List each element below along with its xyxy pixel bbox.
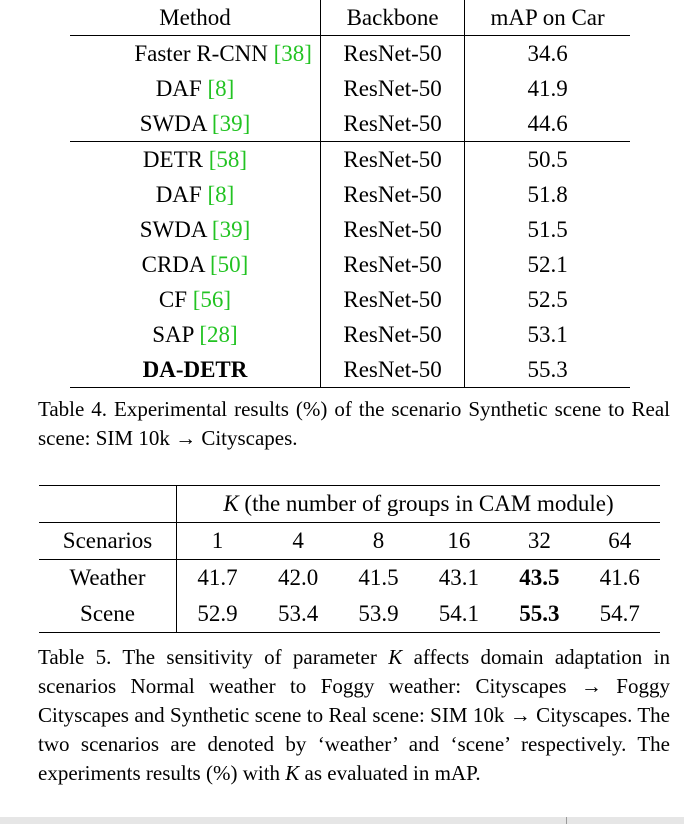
table-row bbox=[70, 352, 630, 388]
method-cell bbox=[70, 142, 320, 178]
method-cell bbox=[70, 36, 320, 72]
citation-link[interactable]: [50] bbox=[210, 251, 249, 277]
row-label-weather: Weather bbox=[39, 560, 177, 597]
method-name: SAP bbox=[152, 321, 194, 347]
table-row bbox=[70, 71, 630, 106]
citation-link[interactable]: [28] bbox=[199, 321, 238, 347]
citation-link[interactable]: [39] bbox=[211, 110, 251, 136]
caption-part-a: Table 5. The sensitivity of parameter bbox=[38, 645, 389, 669]
table-row bbox=[70, 247, 630, 282]
table-row bbox=[70, 177, 630, 212]
citation-link[interactable]: [38] bbox=[273, 40, 312, 66]
citation-link[interactable]: [58] bbox=[208, 146, 248, 172]
caption-part-c: as evaluated in mAP. bbox=[299, 761, 481, 785]
table-row bbox=[70, 106, 630, 142]
k-value-cell: 16 bbox=[419, 523, 499, 560]
value-cell: 54.7 bbox=[580, 596, 660, 633]
map-cell: 53.1 bbox=[527, 321, 568, 347]
citation-link[interactable]: [8] bbox=[207, 75, 235, 101]
method-name: Faster R-CNN bbox=[134, 40, 268, 66]
k-header-text: (the number of groups in CAM module) bbox=[244, 491, 614, 516]
method-name: DETR bbox=[142, 146, 203, 172]
value-cell: 43.1 bbox=[438, 565, 480, 590]
backbone-cell: ResNet-50 bbox=[320, 177, 464, 212]
method-name: DA-DETR bbox=[142, 356, 248, 382]
value-cell: 52.9 bbox=[177, 596, 258, 633]
method-cell bbox=[70, 177, 320, 212]
k-value-cell: 1 bbox=[177, 523, 258, 560]
backbone-cell: ResNet-50 bbox=[320, 247, 464, 282]
page-bottom-divider bbox=[566, 817, 567, 824]
method-name: CF bbox=[158, 286, 188, 312]
method-cell bbox=[70, 282, 320, 317]
caption-k-1: K bbox=[388, 645, 403, 669]
map-cell: 50.5 bbox=[465, 142, 630, 178]
citation-link[interactable]: [56] bbox=[192, 286, 232, 312]
scenarios-label: Scenarios bbox=[39, 523, 177, 560]
value-cell: 43.5 bbox=[519, 565, 560, 590]
map-cell: 34.6 bbox=[527, 40, 568, 66]
table-4-caption: Table 4. Experimental results (%) of the scenario Synthetic scene to Real scene: SIM 10k → Cityscapes. bbox=[38, 397, 670, 450]
map-cell: 52.1 bbox=[527, 251, 568, 277]
k-value-cell: 64 bbox=[580, 523, 660, 560]
value-cell: 55.3 bbox=[499, 596, 579, 633]
corner-cell bbox=[39, 486, 177, 523]
k-symbol: K bbox=[223, 491, 239, 516]
method-cell bbox=[70, 317, 320, 352]
map-cell: 51.8 bbox=[527, 181, 568, 207]
citation-link[interactable]: [8] bbox=[207, 181, 235, 207]
table-row bbox=[70, 142, 630, 178]
table-row bbox=[70, 317, 630, 352]
method-cell bbox=[70, 352, 320, 388]
map-cell: 44.6 bbox=[527, 110, 568, 136]
map-cell: 55.3 bbox=[465, 352, 630, 388]
k-value-cell: 32 bbox=[499, 523, 579, 560]
backbone-cell: ResNet-50 bbox=[320, 317, 464, 352]
map-cell: 51.5 bbox=[527, 216, 568, 242]
citation-link[interactable]: [39] bbox=[211, 216, 251, 242]
caption-k-2: K bbox=[285, 761, 300, 785]
table-row bbox=[70, 36, 630, 72]
method-name: DAF bbox=[155, 75, 202, 101]
value-cell: 53.9 bbox=[338, 596, 418, 633]
value-cell: 53.4 bbox=[258, 596, 338, 633]
method-cell bbox=[70, 247, 320, 282]
row-label-scene: Scene bbox=[39, 596, 177, 633]
value-cell: 42.0 bbox=[277, 565, 319, 590]
backbone-cell: ResNet-50 bbox=[320, 36, 464, 72]
backbone-cell: ResNet-50 bbox=[320, 282, 464, 317]
k-header bbox=[177, 486, 661, 523]
value-cell: 54.1 bbox=[419, 596, 499, 633]
header-map: mAP on Car bbox=[465, 0, 630, 36]
method-cell bbox=[70, 71, 320, 106]
header-method: Method bbox=[70, 0, 320, 36]
backbone-cell: ResNet-50 bbox=[320, 106, 464, 142]
value-cell: 41.7 bbox=[197, 565, 238, 590]
backbone-cell: ResNet-50 bbox=[320, 352, 464, 388]
value-cell: 41.6 bbox=[599, 565, 640, 590]
table-5 bbox=[39, 485, 660, 633]
k-value-cell: 4 bbox=[258, 523, 338, 560]
page-bottom-bar bbox=[0, 817, 684, 824]
table-5-caption bbox=[38, 643, 670, 788]
method-name: SWDA bbox=[139, 110, 207, 136]
method-name: DAF bbox=[155, 181, 202, 207]
backbone-cell: ResNet-50 bbox=[320, 71, 464, 106]
map-cell: 52.5 bbox=[527, 286, 568, 312]
table-row bbox=[70, 282, 630, 317]
method-cell bbox=[70, 212, 320, 247]
caption-part-b: affects domain adaptation in scenarios Normal weather to Foggy weather: Cityscapes → Foggy Cityscapes and Synthetic scene to Real scene: SIM 10k → Cityscapes. The two scenarios are denoted by ‘weather’ and ‘scene’ respectively. The experiments results (%) with bbox=[38, 645, 670, 785]
header-backbone: Backbone bbox=[320, 0, 464, 36]
method-name: CRDA bbox=[141, 251, 205, 277]
table-row bbox=[70, 212, 630, 247]
map-cell: 41.9 bbox=[527, 75, 568, 101]
method-name: SWDA bbox=[139, 216, 207, 242]
method-cell bbox=[70, 106, 320, 142]
value-cell: 41.5 bbox=[358, 565, 399, 590]
table-4 bbox=[70, 0, 630, 388]
k-value-cell: 8 bbox=[338, 523, 418, 560]
backbone-cell: ResNet-50 bbox=[320, 142, 464, 178]
backbone-cell: ResNet-50 bbox=[320, 212, 464, 247]
